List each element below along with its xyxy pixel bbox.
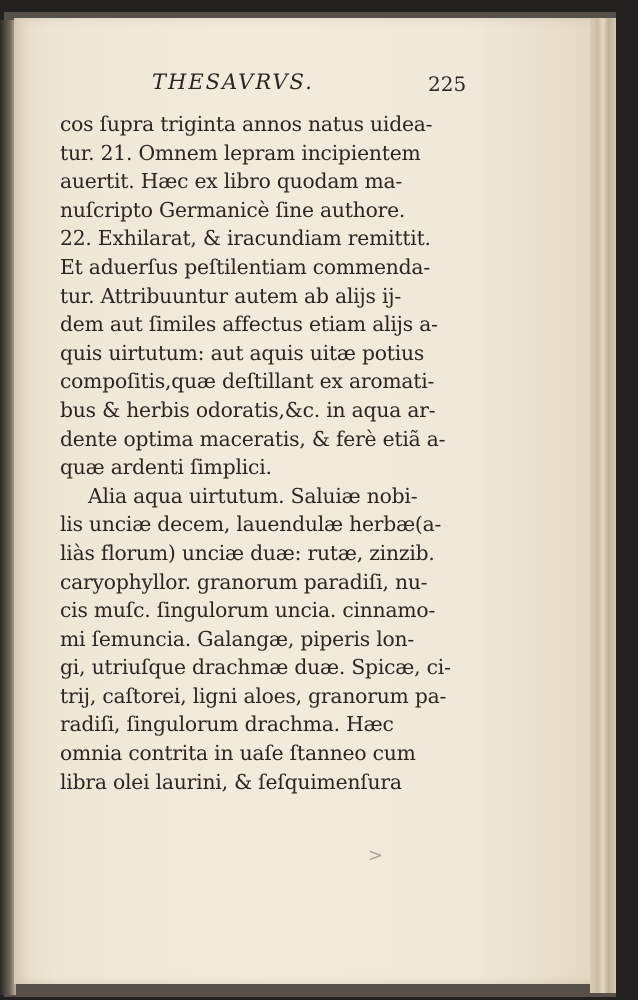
text-line: 22. Exhilarat, & iracundiam remittit. xyxy=(60,226,431,251)
text-line: lis unciæ decem, lauendulæ herbæ(a- xyxy=(60,512,442,537)
text-line: bus & herbis odoratis,&c. in aqua ar- xyxy=(60,397,436,422)
text-line: trij, caſtorei, ligni aloes, granorum pa- xyxy=(60,683,447,708)
text-line: cis muſc. ſingulorum uncia. cinnamo- xyxy=(60,598,436,623)
stray-mark: > xyxy=(368,845,384,866)
text-line: mi ſemuncia. Galangæ, piperis lon- xyxy=(60,626,415,651)
page-number: 225 xyxy=(428,72,467,96)
text-line: tur. Attribuuntur autem ab alijs ij- xyxy=(60,283,402,308)
text-block xyxy=(60,70,470,796)
text-line: liàs florum) unciæ duæ: rutæ, zinzib. xyxy=(60,540,435,565)
text-line: compoſitis,quæ deſtillant ex aromati- xyxy=(60,369,435,394)
text-line: Et aduerſus peſtilentiam commenda- xyxy=(60,254,430,279)
text-line: libra olei laurini, & ſeſquimenſura xyxy=(60,769,402,794)
text-line: cos ſupra triginta annos natus uidea- xyxy=(60,112,433,136)
text-line: gi, utriuſque drachmæ duæ. Spicæ, ci- xyxy=(60,655,451,680)
text-line: quæ ardenti ſimplici. xyxy=(60,455,272,480)
text-line: auertit. Hæc ex libro quodam ma- xyxy=(60,169,403,194)
text-line: nuſcripto Germanicè ſine authore. xyxy=(60,197,406,222)
text-line: quis uirtutum: aut aquis uitæ potius xyxy=(60,340,425,365)
page-edges xyxy=(590,18,616,993)
running-title: THESAVRVS. xyxy=(152,70,314,94)
text-line: caryophyllor. granorum paradiſi, nu- xyxy=(60,569,428,594)
text-line: tur. 21. Omnem lepram incipientem xyxy=(60,140,421,165)
text-line: omnia contrita in uaſe ſtanneo cum xyxy=(60,741,416,766)
text-line: dem aut ſimiles affectus etiam alijs a- xyxy=(60,312,438,337)
text-line: dente optima maceratis, & ferè etiã a- xyxy=(60,426,446,451)
page-header xyxy=(60,70,470,110)
text-line: radiſi, ſingulorum drachma. Hæc xyxy=(60,712,394,737)
paragraph-start-line: Alia aqua uirtutum. Saluiæ nobi- xyxy=(88,483,418,508)
